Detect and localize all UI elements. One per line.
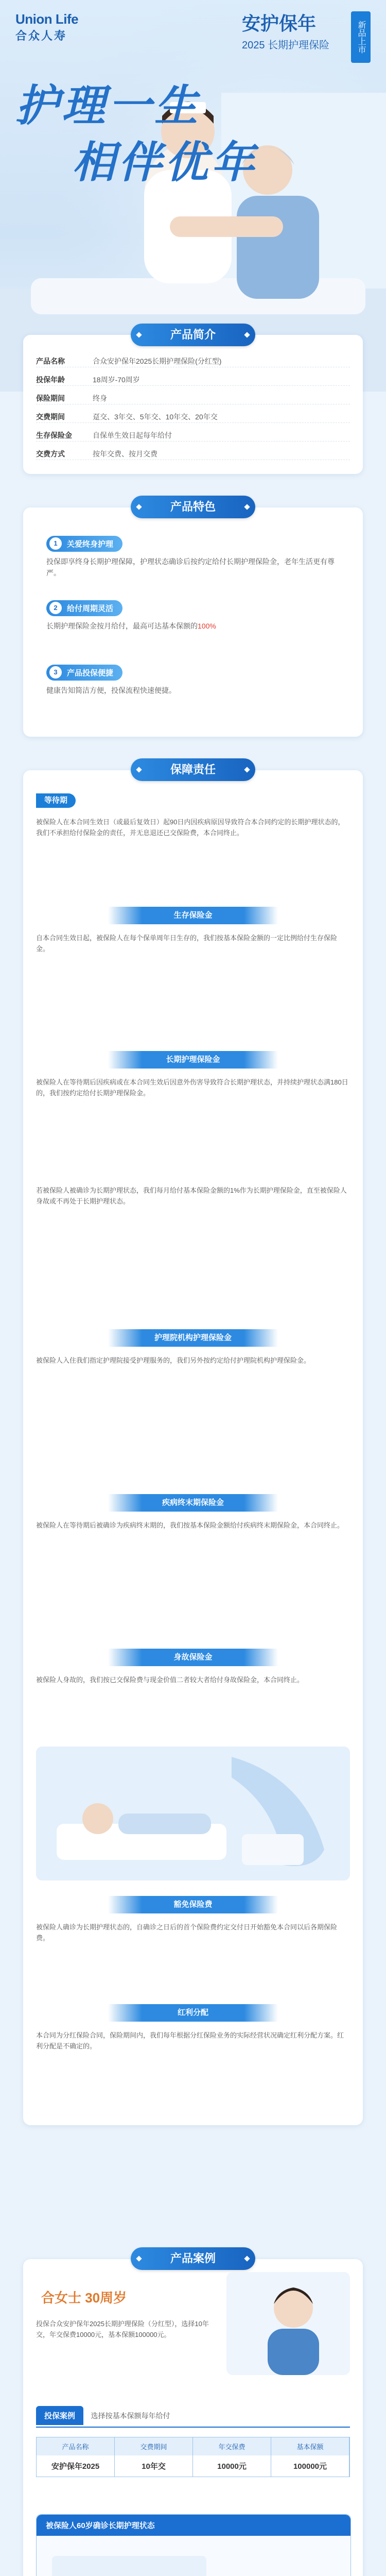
plan-cell <box>271 2437 349 2477</box>
survival-benefit-ribbon: 生存保险金 <box>108 907 278 924</box>
case-description: 投保合众安护保年2025长期护理保险（分红型），选择10年交，年交保费10000元，基本保额100000元。 <box>36 2320 209 2338</box>
intro-row <box>36 355 350 367</box>
plan-label: 年交保费 <box>193 2437 271 2455</box>
company-logo <box>15 11 78 43</box>
premium-waiver-text: 被保险人确诊为长期护理状态的，自确诊之日后的首个保险费约定交付日开始豁免本合同以后各期保险费。 <box>36 1923 338 1942</box>
case-summary-title: 投保案例 <box>36 2406 83 2425</box>
logo-cn: 合众人寿 <box>15 29 67 42</box>
brand-title: 安护保年 <box>242 13 317 34</box>
slogan <box>15 77 257 191</box>
feature-text: 投保即享终身长期护理保障，护理状态确诊后按约定给付长期护理保险金，老年生活更有尊严。 <box>46 557 335 577</box>
slogan-line1: 护理一生 <box>15 80 201 131</box>
logo-en: Union Life <box>15 11 79 27</box>
plan-value: 10000元 <box>217 2462 247 2471</box>
feature-item <box>46 536 340 579</box>
intro-row-value: 18周岁-70周岁 <box>93 376 140 384</box>
death-benefit-text: 被保险人身故的，我们按已交保险费与现金价值二者较大者给付身故保险金，本合同终止。 <box>36 1676 304 1684</box>
feature-head <box>46 600 122 616</box>
feature-text: 健康告知简洁方便，投保流程快速便捷。 <box>46 686 176 694</box>
terminal-illness-ribbon: 疾病终末期保险金 <box>108 1494 278 1512</box>
dividend-text: 本合同为分红保险合同，保险期间内，我们每年根据分红保险业务的实际经营状况确定红利分配方案。红利分配是不确定的。 <box>36 2031 344 2050</box>
benefit-card <box>36 2514 351 2576</box>
intro-section-title: 产品简介 <box>131 324 255 346</box>
feature-text: 长期护理保险金按月给付，最高可达基本保额的 <box>46 622 198 630</box>
features-section-title: 产品特色 <box>131 496 255 518</box>
terminal-illness-text: 被保险人在等待期后被确诊为疾病终末期的，我们按基本保险金额给付疾病终末期保险金，本合同终止。 <box>36 1521 344 1529</box>
feature-title: 产品投保便捷 <box>67 669 114 677</box>
intro-row-label: 生存保险金 <box>36 431 72 439</box>
feature-number: 1 <box>49 537 62 550</box>
intro-row-label: 投保年龄 <box>36 376 65 384</box>
plan-label: 基本保额 <box>271 2437 349 2455</box>
feature-highlight: 100% <box>198 622 216 630</box>
plan-label: 产品名称 <box>37 2437 114 2455</box>
intro-row-value: 合众安护保年2025长期护理保险(分红型) <box>93 357 222 365</box>
death-benefit-ribbon: 身故保险金 <box>108 1649 278 1666</box>
plan-value: 10年交 <box>142 2462 166 2471</box>
care-illustration <box>36 1747 350 1880</box>
feature-body <box>46 620 340 632</box>
brand-year: 2025 <box>242 40 265 51</box>
case-summary-header <box>36 2406 350 2428</box>
ltc-benefit-detail: 若被保险人被确诊为长期护理状态，我们每月给付基本保险金额的1%作为长期护理保险金，直至被保险人身故或不再处于长期护理状态。 <box>36 1187 347 1205</box>
new-product-tag: 新品上市 <box>351 11 371 63</box>
feature-body <box>46 685 340 696</box>
dividend-ribbon: 红利分配 <box>108 2004 278 2022</box>
intro-row-value: 终身 <box>93 394 107 402</box>
plan-grid <box>36 2437 350 2477</box>
feature-item <box>46 600 340 632</box>
intro-row <box>36 448 350 460</box>
case-person-illustration <box>226 2272 350 2375</box>
premium-waiver-ribbon: 豁免保险费 <box>108 1896 278 1913</box>
plan-label: 交费期间 <box>115 2437 192 2455</box>
feature-title: 给付周期灵活 <box>67 604 114 613</box>
intro-row-value: 按年交费、按月交费 <box>93 450 157 458</box>
intro-row <box>36 393 350 404</box>
intro-row <box>36 411 350 423</box>
feature-item <box>46 665 340 696</box>
plan-cell <box>193 2437 271 2477</box>
feature-head <box>46 536 122 552</box>
case-section-title: 产品案例 <box>131 2247 255 2270</box>
survival-benefit-text: 自本合同生效日起，被保险人在每个保单周年日生存的，我们按基本保险金额的一定比例给付生存保险金。 <box>36 934 338 953</box>
intro-row <box>36 430 350 442</box>
case-person: 合女士 30周岁 <box>41 2290 127 2306</box>
nursing-home-ribbon: 护理院机构护理保险金 <box>108 1329 278 1347</box>
plan-value: 安护保年2025 <box>51 2462 100 2471</box>
intro-row-label: 保险期间 <box>36 394 65 402</box>
nursing-home-text: 被保险人入住我们指定护理院接受护理服务的，我们另外按约定给付护理院机构护理保险金。 <box>36 1357 311 1364</box>
intro-row <box>36 374 350 386</box>
slogan-line2: 相伴优年 <box>72 137 258 188</box>
feature-body <box>46 556 340 579</box>
ltc-benefit-ribbon: 长期护理保险金 <box>108 1051 278 1069</box>
waiting-period-text: 被保险人在本合同生效日（或最后复效日）起90日内因疾病原因导致符合本合同约定的长期护理状态的，我们不承担给付保险金的责任，并无息退还已交保险费，本合同终止。 <box>36 818 345 837</box>
intro-row-label: 产品名称 <box>36 357 65 365</box>
case-summary-text: 选择按基本保额每年给付 <box>91 2412 170 2420</box>
benefit-head: 被保险人60岁确诊长期护理状态 <box>37 2515 350 2536</box>
intro-row-label: 交费期间 <box>36 413 65 421</box>
product-brand <box>242 9 371 71</box>
intro-row-label: 交费方式 <box>36 450 65 458</box>
feature-number: 2 <box>49 602 62 614</box>
waiting-period-tag: 等待期 <box>36 793 76 808</box>
intro-row-value: 自保单生效日起每年给付 <box>93 431 172 439</box>
plan-cell <box>37 2437 115 2477</box>
plan-value: 100000元 <box>293 2462 327 2471</box>
benefit-graphic <box>52 2556 206 2576</box>
coverage-section-title: 保障责任 <box>131 758 255 781</box>
brand-line2: 长期护理保险 <box>268 40 330 51</box>
feature-head <box>46 665 122 681</box>
plan-cell <box>115 2437 193 2477</box>
feature-number: 3 <box>49 666 62 679</box>
intro-row-value: 趸交、3年交、5年交、10年交、20年交 <box>93 413 218 421</box>
feature-title: 关爱终身护理 <box>67 540 114 549</box>
ltc-benefit-text: 被保险人在等待期后因疾病或在本合同生效后因意外伤害导致符合长期护理状态，并持续护理状态满180日的，我们按约定给付长期护理保险金。 <box>36 1078 348 1097</box>
